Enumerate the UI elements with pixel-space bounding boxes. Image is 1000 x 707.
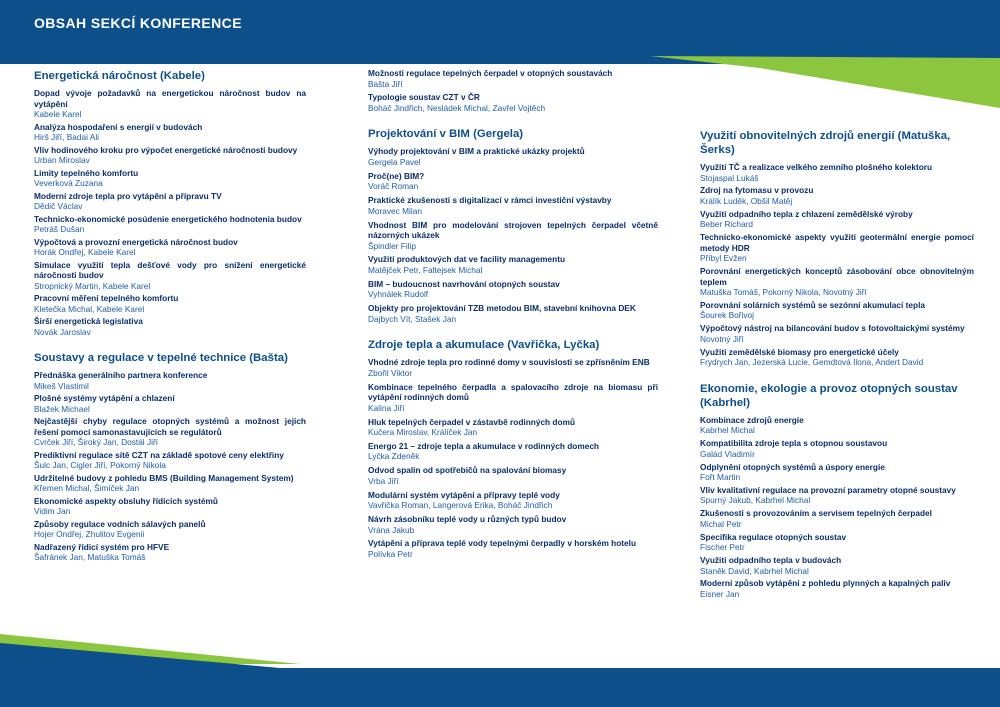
lecture-authors: Beber Richard bbox=[700, 219, 754, 230]
lecture-authors: Voráč Roman bbox=[368, 181, 419, 192]
section bbox=[700, 129, 974, 368]
section bbox=[368, 338, 658, 559]
lecture-item bbox=[34, 214, 306, 235]
lecture-authors: Michal Petr bbox=[700, 518, 742, 529]
lecture-authors: Novotný Jiří bbox=[700, 333, 744, 344]
lecture-authors: Šulc Jan, Cigler Jiří, Pokorný Nikola bbox=[34, 460, 166, 470]
column-2 bbox=[368, 68, 658, 573]
lecture-title: Porovnání energetických konceptů zásobování obce obnovitelným teplem bbox=[700, 266, 974, 287]
lecture-item bbox=[368, 357, 658, 378]
lecture-item bbox=[368, 417, 658, 438]
lecture-title: Typologie soustav CZT v ČR bbox=[368, 92, 480, 103]
lecture-title: Vliv kvalitativní regulace na provozní parametry otopné soustavy bbox=[700, 484, 956, 495]
lecture-title: Výpočtová a provozní energetická náročnost budov bbox=[34, 236, 238, 247]
section-title: Ekonomie, ekologie a provoz otopných soustav (Kabrhel) bbox=[700, 382, 958, 409]
lecture-item bbox=[34, 450, 306, 471]
lecture-item bbox=[34, 145, 306, 166]
lecture-item bbox=[34, 260, 306, 292]
lecture-authors: Kabrhel Michal bbox=[700, 425, 755, 436]
lecture-title: Specifika regulace otopných soustav bbox=[700, 531, 847, 542]
lecture-title: Objekty pro projektování TZB metodou BIM, stavební knihovna DEK bbox=[368, 303, 636, 314]
lecture-item bbox=[368, 146, 658, 167]
lecture-item bbox=[34, 393, 306, 414]
lecture-title: Přednáška generálního partnera konference bbox=[34, 370, 208, 380]
lecture-authors: Blažek Michael bbox=[34, 403, 90, 414]
lecture-authors: Kabele Karel bbox=[34, 109, 82, 119]
lecture-title: Vliv hodinového kroku pro výpočet energetické náročnosti budovy bbox=[34, 144, 298, 155]
section-title: Energetická náročnost (Kabele) bbox=[34, 70, 205, 82]
lecture-title: Nejčastější chyby regulace otopných systémů a možnost jejich řešení pomocí samonastavujících se regulátorů bbox=[34, 416, 306, 437]
lecture-authors: Kalina Jiří bbox=[368, 402, 405, 413]
lecture-authors: Dajbych Vít, Stašek Jan bbox=[368, 313, 457, 324]
lecture-authors: Fořt Martin bbox=[700, 472, 741, 483]
lecture-item bbox=[34, 496, 306, 517]
lecture-item bbox=[700, 462, 974, 483]
lecture-authors: Horák Ondřej, Kabele Karel bbox=[34, 247, 136, 257]
lecture-item bbox=[34, 519, 306, 540]
lecture-item bbox=[700, 532, 974, 553]
lecture-item bbox=[368, 92, 658, 113]
lecture-title: Dopad vývoje požadavků na energetickou náročnost budov na vytápění bbox=[34, 88, 306, 109]
lecture-item bbox=[700, 415, 974, 436]
section bbox=[34, 351, 306, 563]
lecture-authors: Stropnický Martin, Kabele Karel bbox=[34, 280, 151, 291]
lecture-title: Odvod spalin od spotřebičů na spalování biomasy bbox=[368, 465, 567, 476]
page-title: OBSAH SEKCÍ KONFERENCE bbox=[34, 15, 242, 31]
lecture-title: Využití odpadního tepla v budovách bbox=[700, 555, 842, 566]
lecture-item bbox=[34, 293, 306, 314]
lecture-item bbox=[368, 68, 658, 89]
lecture-item bbox=[368, 171, 658, 192]
lecture-title: Možnosti regulace tepelných čerpadel v otopných soustavách bbox=[368, 68, 613, 78]
lecture-title: Simulace využití tepla dešťové vody pro snížení energetické náročnosti budov bbox=[34, 259, 306, 280]
lecture-title: Využití TČ a realizace velkého zemního plošného kolektoru bbox=[700, 162, 933, 172]
lecture-item bbox=[34, 370, 306, 391]
lecture-item bbox=[700, 300, 974, 321]
lecture-authors: Petráš Dušan bbox=[34, 224, 85, 234]
lecture-item bbox=[368, 441, 658, 462]
lecture-title: Výpočtový nástroj na bilancování budov s fotovoltaickými systémy bbox=[700, 323, 965, 334]
lecture-item bbox=[368, 279, 658, 300]
lecture-authors: Fischer Petr bbox=[700, 542, 745, 553]
lecture-title: Zkušenosti s provozováním a servisem tepelných čerpadel bbox=[700, 508, 932, 519]
lecture-title: Udržitelné budovy z pohledu BMS (Building Management System) bbox=[34, 472, 294, 483]
lecture-item bbox=[700, 185, 974, 206]
lecture-authors: Spurný Jakub, Kabrhel Michal bbox=[700, 495, 811, 506]
lecture-authors: Hirš Jiří, Badai Ali bbox=[34, 132, 100, 142]
lecture-item bbox=[700, 232, 974, 264]
section bbox=[34, 69, 306, 337]
lecture-title: Proč(ne) BIM? bbox=[368, 170, 425, 181]
lecture-authors: Králík Luděk, Obšil Matěj bbox=[700, 195, 793, 206]
lecture-authors: Staněk David, Kabrhel Michal bbox=[700, 565, 809, 576]
lecture-authors: Veverková Zuzana bbox=[34, 178, 103, 188]
lecture-authors: Matuška Tomáš, Pokorný Nikola, Novotný Jiří bbox=[700, 287, 867, 298]
lecture-title: Využití produktových dat ve facility managementu bbox=[368, 254, 566, 265]
lecture-title: Výhody projektování v BIM a praktické ukázky projektů bbox=[368, 146, 585, 157]
lecture-title: Vytápění a příprava teplé vody tepelnými čerpadly v horském hotelu bbox=[368, 538, 637, 549]
lecture-title: Porovnání solárních systémů se sezónní akumulací tepla bbox=[700, 299, 926, 310]
lecture-authors: Hojer Ondřej, Zhulitov Evgenii bbox=[34, 529, 145, 539]
lecture-title: Analýza hospodaření s energií v budovách bbox=[34, 121, 203, 132]
lecture-item bbox=[700, 323, 974, 344]
lecture-authors: Gergela Pavel bbox=[368, 156, 421, 167]
lecture-item bbox=[700, 266, 974, 298]
lecture-authors: Urban Miroslav bbox=[34, 155, 90, 165]
lecture-authors: Eisner Jan bbox=[700, 588, 740, 599]
lecture-title: Moderní zdroje tepla pro vytápění a přípravu TV bbox=[34, 190, 222, 201]
lecture-item bbox=[34, 88, 306, 120]
lecture-authors: Lyčka Zdeněk bbox=[368, 451, 420, 462]
lecture-item bbox=[368, 490, 658, 511]
column-3 bbox=[700, 129, 974, 613]
lecture-title: Energo 21 – zdroje tepla a akumulace v rodinných domech bbox=[368, 440, 600, 451]
lecture-title: Moderní způsob vytápění z pohledu plynných a kapalných paliv bbox=[700, 578, 951, 589]
lecture-authors: Frydrych Jan, Jezerská Lucie, Gemdtová Ilona, Andert David bbox=[700, 357, 924, 368]
lecture-title: BIM – budoucnost navrhování otopných soustav bbox=[368, 278, 560, 289]
lecture-title: Ekonomické aspekty obsluhy řídicích systémů bbox=[34, 495, 218, 506]
section bbox=[368, 127, 658, 324]
lecture-authors: Boháč Jindřich, Nesládek Michal, Zavřel Vojtěch bbox=[368, 102, 546, 113]
lecture-title: Technicko-ekonomické aspekty využití geotermální energie pomocí metody HDR bbox=[700, 232, 974, 253]
lecture-title: Praktické zkušenosti s digitalizací v rámci investiční výstavby bbox=[368, 195, 612, 206]
section-title: Projektování v BIM (Gergela) bbox=[368, 128, 524, 141]
lecture-item bbox=[368, 195, 658, 216]
lecture-item bbox=[34, 416, 306, 448]
lecture-title: Návrh zásobníku teplé vody u různých typů budov bbox=[368, 514, 567, 525]
lecture-item bbox=[368, 303, 658, 324]
lecture-item bbox=[700, 578, 974, 599]
lecture-authors: Vrána Jakub bbox=[368, 524, 415, 535]
lecture-title: Zdroj na fytomasu v provozu bbox=[700, 185, 814, 196]
lecture-item bbox=[368, 254, 658, 275]
lecture-item bbox=[700, 209, 974, 230]
lecture-item bbox=[368, 538, 658, 559]
lecture-title: Vhodnost BIM pro modelování strojoven tepelných čerpadel včetně názorných ukázek bbox=[368, 219, 658, 241]
section-title: Využití obnovitelných zdrojů energií (Matuška, Šerks) bbox=[700, 130, 951, 156]
lecture-title: Limity tepelného komfortu bbox=[34, 167, 139, 178]
lecture-item bbox=[34, 473, 306, 494]
lecture-authors: Mikeš Vlastimil bbox=[34, 380, 89, 391]
section bbox=[368, 68, 658, 113]
lecture-item bbox=[34, 542, 306, 563]
lecture-authors: Moravec Milan bbox=[368, 205, 422, 216]
lecture-title: Kombinace zdrojů energie bbox=[700, 414, 804, 425]
column-1 bbox=[34, 69, 306, 577]
lecture-title: Kompatibilita zdroje tepla s otopnou soustavou bbox=[700, 438, 888, 449]
lecture-authors: Příbyl Evžen bbox=[700, 253, 747, 264]
lecture-title: Využití odpadního tepla z chlazení zemědělské výroby bbox=[700, 208, 913, 219]
lecture-title: Nadřazený řídicí systém pro HFVE bbox=[34, 541, 170, 552]
lecture-authors: Vrba Jiří bbox=[368, 475, 399, 486]
lecture-authors: Dědič Václav bbox=[34, 201, 83, 211]
lecture-authors: Cvrček Jiří, Široký Jan, Dostál Jiří bbox=[34, 437, 159, 447]
lecture-title: Prediktivní regulace sítě CZT na základě spotové ceny elektřiny bbox=[34, 449, 284, 460]
lecture-title: Pracovní měření tepelného komfortu bbox=[34, 293, 179, 303]
lecture-title: Širší energetická legislativa bbox=[34, 316, 143, 326]
lecture-item bbox=[34, 122, 306, 143]
lecture-item bbox=[34, 237, 306, 258]
lecture-item bbox=[700, 438, 974, 459]
lecture-item bbox=[700, 555, 974, 576]
lecture-item bbox=[700, 347, 974, 368]
lecture-authors: Bašta Jiří bbox=[368, 78, 403, 89]
lecture-item bbox=[368, 514, 658, 535]
lecture-item bbox=[700, 508, 974, 529]
lecture-title: Kombinace tepelného čerpadla a spalovacího zdroje na biomasu při vytápění rodinných domů bbox=[368, 381, 658, 403]
lecture-authors: Stojaspal Lukáš bbox=[700, 172, 759, 183]
section-title: Soustavy a regulace v tepelné technice (Bašta) bbox=[34, 352, 288, 364]
lecture-authors: Špindler Filip bbox=[368, 240, 416, 251]
lecture-authors: Novák Jaroslav bbox=[34, 326, 91, 337]
lecture-authors: Galád Vladimír bbox=[700, 448, 755, 459]
lecture-item bbox=[368, 465, 658, 486]
lecture-title: Odplynění otopných systémů a úspory energie bbox=[700, 461, 885, 472]
lecture-authors: Matějček Petr, Faltejsek Michal bbox=[368, 264, 483, 275]
lecture-item bbox=[700, 485, 974, 506]
lecture-item bbox=[34, 168, 306, 189]
lecture-authors: Kučera Miroslav, Králíček Jan bbox=[368, 427, 478, 438]
lecture-authors: Zbořil Viktor bbox=[368, 367, 413, 378]
lecture-authors: Vidim Jan bbox=[34, 506, 71, 516]
lecture-authors: Šafránek Jan, Matuška Tomáš bbox=[34, 552, 146, 562]
lecture-authors: Polívka Petr bbox=[368, 548, 413, 559]
lecture-item bbox=[34, 316, 306, 337]
lecture-authors: Vavřička Roman, Langerová Erika, Boháč Jindřich bbox=[368, 500, 553, 511]
lecture-title: Využití zemědělské biomasy pro energetické účely bbox=[700, 346, 899, 357]
lecture-authors: Křemen Michal, Šimíček Jan bbox=[34, 483, 140, 493]
lecture-item bbox=[34, 191, 306, 212]
lecture-item bbox=[368, 382, 658, 414]
lecture-authors: Kletečka Michal, Kabele Karel bbox=[34, 303, 145, 314]
lecture-authors: Šourek Bořivoj bbox=[700, 310, 754, 321]
section bbox=[700, 382, 974, 600]
lecture-authors: Vyhnálek Rudolf bbox=[368, 289, 429, 300]
lecture-title: Způsoby regulace vodních sálavých panelů bbox=[34, 518, 206, 529]
lecture-title: Technicko-ekonomické posúdenie energetického hodnotenia budov bbox=[34, 213, 302, 224]
lecture-title: Modulární systém vytápění a přípravy teplé vody bbox=[368, 489, 560, 500]
lecture-item bbox=[700, 162, 974, 183]
lecture-title: Hluk tepelných čerpadel v zástavbě rodinných domů bbox=[368, 416, 576, 427]
lecture-item bbox=[368, 220, 658, 252]
section-title: Zdroje tepla a akumulace (Vavřička, Lyčka) bbox=[368, 339, 600, 352]
lecture-title: Plošné systémy vytápění a chlazení bbox=[34, 393, 175, 403]
lecture-title: Vhodné zdroje tepla pro rodinné domy v souvislosti se zpřísněním ENB bbox=[368, 357, 650, 368]
